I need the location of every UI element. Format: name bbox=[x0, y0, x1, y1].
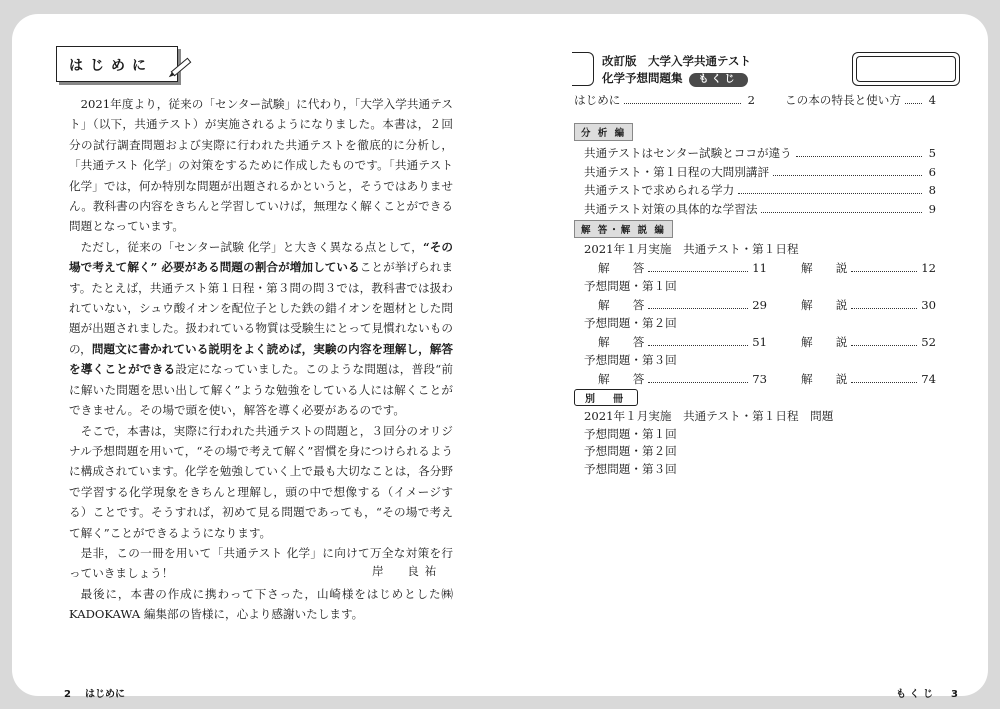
toc-entry[interactable] bbox=[598, 371, 767, 387]
toc-entry-label: この本の特長と使い方 bbox=[785, 93, 901, 107]
toc-entry[interactable] bbox=[584, 201, 936, 220]
toc-entry-page: 73 bbox=[752, 371, 767, 386]
answer-group-title: 予想問題・第３回 bbox=[584, 353, 677, 367]
toc-answers-section bbox=[574, 220, 936, 389]
toc-entry[interactable] bbox=[598, 334, 767, 350]
book-spread bbox=[12, 14, 988, 700]
paragraph-text: ことが挙げられます。たとえば，共通テスト第１日程・第３問の問３では，教科書では扱われていない，シュウ酸イオンを配位子とした鉄の錯イオンを題材とした問題が出題されました。扱われている物質は受験生にとって見慣れないものの， bbox=[69, 260, 453, 356]
toc-entry-label: 解 答 bbox=[598, 371, 645, 386]
answer-group-title: 2021年１月実施 共通テスト・第１日程 bbox=[584, 242, 799, 256]
answer-group-row bbox=[584, 297, 936, 316]
toc-entry[interactable] bbox=[767, 334, 936, 350]
toc-entry-label: 解 説 bbox=[801, 297, 848, 312]
toc-entry-label: 共通テストはセンター試験とココが違う bbox=[584, 146, 792, 160]
toc-entry-label: 解 答 bbox=[598, 297, 645, 312]
answer-group-row bbox=[584, 334, 936, 353]
right-page-number: 3 bbox=[950, 689, 958, 700]
toc-entry-label: 共通テスト・第１日程の大問別講評 bbox=[584, 164, 770, 179]
paragraph-text: ただし，従来の「センター試験 化学」と大きく異なる点として， bbox=[80, 239, 423, 254]
preface-paragraph bbox=[69, 94, 453, 237]
toc-entry[interactable] bbox=[767, 297, 936, 313]
answer-group-row bbox=[584, 371, 936, 390]
paragraph-text: 2021年度より，従来の「センター試験」に代わり，「大学入学共通テスト」（以下，共通テスト）が実施されるようになりました。本書は，２回分の試行調査問題および実際に行われた共通テストを徹底的に分析し，「共通テスト 化学」の対策をするために作成したものです。「共通テスト 化学」では，何か特別な問題が出題されるかというと，そうではありません。教科書の内容をきちんと学習していけば，無理なく解くことができる問題となっています。 bbox=[69, 97, 453, 234]
paragraph-text: 設定になっていました。このような問題は，普段“前に解いた問題を思い出して解く”ような勉強をしている人には解くことができません。その場で頭を使い，解答を導く必要があるのです。 bbox=[69, 362, 453, 418]
bessatsu-item[interactable]: 2021年１月実施 共通テスト・第１日程 問題 bbox=[584, 409, 834, 423]
emphasis-text: “その場で考えて解く” 必要がある問題の割合が増加している bbox=[69, 239, 454, 275]
book-title-line1: 改訂版 大学入学共通テスト bbox=[602, 54, 752, 68]
toc-entry-page: 74 bbox=[921, 371, 936, 386]
toc-entry[interactable] bbox=[598, 260, 767, 276]
toc-entry-page: 2 bbox=[747, 93, 755, 107]
answer-group-title: 予想問題・第１回 bbox=[584, 279, 677, 293]
header-tab-left bbox=[572, 52, 594, 86]
toc-entry-page: 4 bbox=[928, 93, 936, 107]
analysis-section-label: 分 析 編 bbox=[574, 123, 633, 141]
toc-entry-page: 30 bbox=[921, 297, 936, 312]
toc-entry[interactable] bbox=[755, 92, 936, 108]
toc-entry-page: 11 bbox=[752, 260, 767, 275]
toc-entry-page: 9 bbox=[928, 201, 936, 216]
header-tab-right bbox=[852, 52, 960, 86]
toc-entry[interactable] bbox=[584, 164, 936, 183]
right-folio bbox=[896, 685, 958, 700]
toc-entry-label: 解 説 bbox=[801, 371, 848, 386]
toc-entry-label: 解 説 bbox=[801, 334, 848, 349]
left-page-number: 2 bbox=[64, 689, 71, 700]
paragraph-text: そこで，本書は，実際に行われた共通テストの問題と，３回分のオリジナル予想問題を用いて，“その場で考えて解く”習慣を身につけられるように構成されています。化学を勉強していく上で最も大切なことは，各分野で学習する化学現象をきちんと理解し，頭の中で想像する（イメージする）ことです。そうすれば，初めて見る問題であっても，“その場で考えて解く”ことができるようになります。 bbox=[69, 423, 453, 540]
preface-paragraph bbox=[69, 421, 453, 543]
page-heading: はじめに bbox=[69, 58, 153, 74]
paragraph-text: 是非，この一冊を用いて「共通テスト 化学」に向けて万全な対策を行っていきましょう！ bbox=[69, 545, 453, 581]
toc-entry-page: 51 bbox=[752, 334, 767, 349]
toc-entry-label: 解 答 bbox=[598, 260, 645, 275]
book-title-line2: 化学予想問題集 bbox=[602, 71, 683, 85]
bessatsu-item[interactable]: 予想問題・第１回 bbox=[584, 426, 677, 441]
answers-section-label: 解 答・解 説 編 bbox=[574, 220, 673, 238]
page-heading-box bbox=[56, 46, 178, 82]
bessatsu-item[interactable]: 予想問題・第３回 bbox=[584, 461, 677, 476]
answer-group-title: 予想問題・第２回 bbox=[584, 316, 677, 330]
toc-entry[interactable] bbox=[574, 92, 755, 108]
bessatsu-item[interactable]: 予想問題・第２回 bbox=[584, 444, 677, 458]
emphasis-text: 問題文に書かれている説明をよく読めば，実験の内容を理解し，解答を導くことができる bbox=[69, 341, 453, 377]
toc-entry-page: 5 bbox=[928, 146, 936, 160]
bessatsu-label: 別 冊 bbox=[574, 389, 638, 406]
right-running-head: も く じ bbox=[896, 689, 933, 700]
toc-entry[interactable] bbox=[767, 260, 936, 276]
toc-entry[interactable] bbox=[584, 145, 936, 164]
toc-entry-label: 解 答 bbox=[598, 334, 645, 349]
paragraph-text: 最後に，本書の作成に携わって下さった，山崎様をはじめとした㈱ KADOKAWA 編集部の皆様に，心より感謝いたします。 bbox=[69, 586, 453, 622]
toc-entry[interactable] bbox=[598, 297, 767, 313]
answer-group-row bbox=[584, 260, 936, 279]
toc-entry-page: 8 bbox=[928, 183, 936, 197]
toc-entry-label: 共通テストで求められる学力 bbox=[584, 183, 735, 197]
toc-entry-label: はじめに bbox=[574, 93, 621, 107]
toc-bessatsu-section bbox=[574, 389, 936, 478]
toc-intro bbox=[574, 92, 936, 111]
preface-paragraph bbox=[69, 584, 453, 625]
toc-entry[interactable] bbox=[767, 371, 936, 387]
toc-entry[interactable] bbox=[584, 182, 936, 201]
toc-entry-page: 52 bbox=[921, 334, 936, 349]
book-title bbox=[602, 53, 751, 87]
toc-entry-label: 共通テスト対策の具体的な学習法 bbox=[584, 201, 758, 216]
toc-analysis-section bbox=[574, 123, 936, 219]
toc-entry-page: 12 bbox=[921, 260, 936, 275]
preface-body bbox=[69, 94, 453, 625]
left-running-head: はじめに bbox=[84, 689, 125, 700]
toc-entry-label: 解 説 bbox=[801, 260, 848, 275]
toc-entry-page: 29 bbox=[752, 297, 767, 312]
author-name: 岸 良祐 bbox=[372, 564, 443, 578]
toc-entry-page: 6 bbox=[928, 164, 936, 179]
mokuji-badge: もくじ bbox=[689, 73, 748, 87]
left-folio bbox=[64, 685, 125, 700]
preface-paragraph bbox=[69, 237, 453, 421]
